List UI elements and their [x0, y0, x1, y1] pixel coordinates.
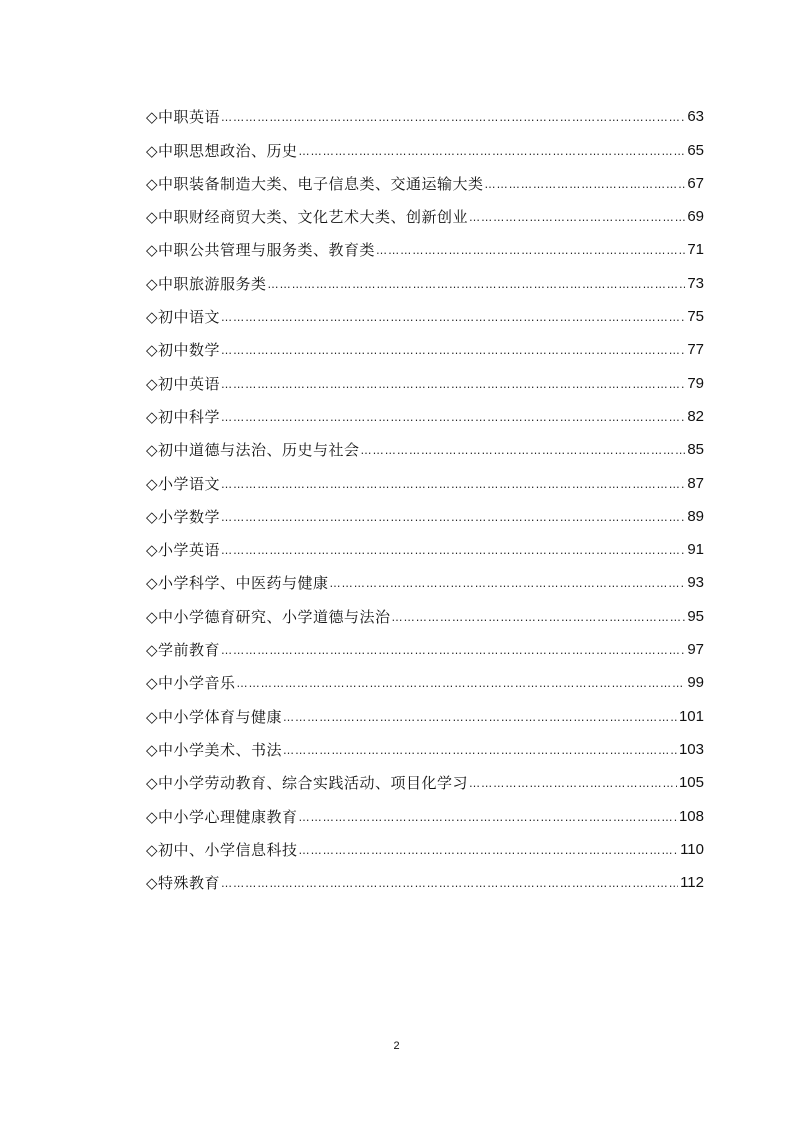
toc-entry-page: 85	[687, 441, 704, 459]
toc-entry-page: 71	[687, 241, 704, 259]
toc-leader-dots	[469, 773, 677, 795]
toc-entry[interactable]	[146, 262, 704, 295]
toc-entry[interactable]	[146, 662, 704, 695]
toc-leader-dots	[221, 507, 685, 529]
page-number: 2	[393, 1040, 400, 1052]
toc-leader-dots	[221, 540, 685, 562]
toc-entry[interactable]	[146, 562, 704, 595]
toc-entry-title: ◇中职旅游服务类	[146, 274, 267, 293]
toc-leader-dots	[221, 640, 685, 662]
toc-entry-title: ◇初中、小学信息科技	[146, 840, 298, 859]
toc-entry-title: ◇中职思想政治、历史	[146, 141, 298, 160]
toc-entry-page: 99	[687, 674, 704, 692]
toc-leader-dots	[299, 141, 686, 163]
toc-entry-page: 103	[678, 740, 704, 758]
toc-entry-page: 97	[687, 641, 704, 659]
toc-entry-page: 108	[678, 807, 704, 825]
toc-leader-dots	[268, 274, 686, 296]
toc-entry[interactable]	[146, 296, 704, 329]
toc-entry-title: ◇初中数学	[146, 341, 221, 360]
toc-entry-title: ◇特殊教育	[146, 874, 221, 893]
toc-leader-dots	[221, 307, 685, 329]
toc-entry-title: ◇中职公共管理与服务类、教育类	[146, 241, 376, 260]
toc-leader-dots	[221, 474, 685, 496]
toc-entry[interactable]	[146, 96, 704, 129]
toc-entry[interactable]	[146, 595, 704, 628]
toc-entry[interactable]	[146, 729, 704, 762]
toc-entry-page: 77	[687, 341, 704, 359]
toc-entry[interactable]	[146, 762, 704, 795]
toc-entry-title: ◇中职装备制造大类、电子信息类、交通运输大类	[146, 174, 484, 193]
toc-entry-page: 101	[678, 707, 704, 725]
toc-entry-title: ◇初中科学	[146, 407, 221, 426]
toc-entry-title: ◇中小学体育与健康	[146, 707, 283, 726]
toc-leader-dots	[376, 240, 685, 262]
toc-entry-title: ◇小学科学、中医药与健康	[146, 574, 329, 593]
toc-entry[interactable]	[146, 362, 704, 395]
toc-entry[interactable]	[146, 129, 704, 162]
toc-entry-title: ◇中职英语	[146, 108, 221, 127]
toc-entry[interactable]	[146, 862, 704, 895]
toc-leader-dots	[469, 207, 685, 229]
toc-leader-dots	[221, 374, 685, 396]
toc-entry[interactable]	[146, 695, 704, 728]
toc-entry-page: 75	[687, 308, 704, 326]
toc-entry-page: 112	[680, 874, 704, 892]
toc-entry-page: 91	[687, 541, 704, 559]
toc-entry-page: 63	[687, 108, 704, 126]
toc-entry-title: ◇中小学美术、书法	[146, 740, 283, 759]
toc-entry-title: ◇中小学德育研究、小学道德与法治	[146, 607, 391, 626]
toc-leader-dots	[283, 707, 677, 729]
toc-leader-dots	[485, 174, 686, 196]
toc-leader-dots	[283, 740, 677, 762]
toc-entry-page: 79	[687, 374, 704, 392]
toc-leader-dots	[299, 807, 677, 829]
toc-entry-page: 82	[687, 407, 704, 425]
toc-entry-page: 110	[680, 840, 704, 858]
toc-entry[interactable]	[146, 429, 704, 462]
toc-entry-title: ◇中小学劳动教育、综合实践活动、项目化学习	[146, 774, 469, 793]
toc-entry-title: ◇小学英语	[146, 541, 221, 560]
toc-leader-dots	[221, 407, 685, 429]
toc-entry-title: ◇中小学音乐	[146, 674, 236, 693]
toc-entry[interactable]	[146, 529, 704, 562]
toc-entry-title: ◇小学数学	[146, 507, 221, 526]
toc-entry[interactable]	[146, 462, 704, 495]
toc-entry[interactable]	[146, 795, 704, 828]
toc-entry-title: ◇小学语文	[146, 474, 221, 493]
table-of-contents	[146, 96, 704, 895]
toc-entry-title: ◇中小学心理健康教育	[146, 807, 298, 826]
toc-entry-page: 69	[687, 208, 704, 226]
toc-leader-dots	[221, 107, 685, 129]
toc-leader-dots	[330, 573, 686, 595]
toc-entry[interactable]	[146, 229, 704, 262]
toc-entry-title: ◇学前教育	[146, 641, 221, 660]
toc-entry[interactable]	[146, 629, 704, 662]
toc-entry-page: 93	[687, 574, 704, 592]
toc-entry[interactable]	[146, 329, 704, 362]
toc-leader-dots	[221, 873, 678, 895]
toc-entry-title: ◇初中英语	[146, 374, 221, 393]
toc-entry[interactable]	[146, 196, 704, 229]
toc-entry-title: ◇初中道德与法治、历史与社会	[146, 441, 360, 460]
toc-entry-page: 89	[687, 507, 704, 525]
toc-entry-page: 65	[687, 141, 704, 159]
toc-entry-title: ◇中职财经商贸大类、文化艺术大类、创新创业	[146, 208, 469, 227]
toc-entry-title: ◇初中语文	[146, 308, 221, 327]
toc-leader-dots	[361, 440, 686, 462]
toc-entry[interactable]	[146, 829, 704, 862]
toc-entry[interactable]	[146, 396, 704, 429]
toc-entry-page: 95	[687, 607, 704, 625]
toc-entry-page: 73	[687, 274, 704, 292]
toc-leader-dots	[392, 607, 686, 629]
toc-entry-page: 105	[678, 774, 704, 792]
toc-leader-dots	[221, 340, 685, 362]
toc-leader-dots	[237, 673, 686, 695]
toc-entry[interactable]	[146, 163, 704, 196]
toc-entry[interactable]	[146, 496, 704, 529]
toc-leader-dots	[299, 840, 679, 862]
toc-entry-page: 67	[687, 174, 704, 192]
toc-entry-page: 87	[687, 474, 704, 492]
